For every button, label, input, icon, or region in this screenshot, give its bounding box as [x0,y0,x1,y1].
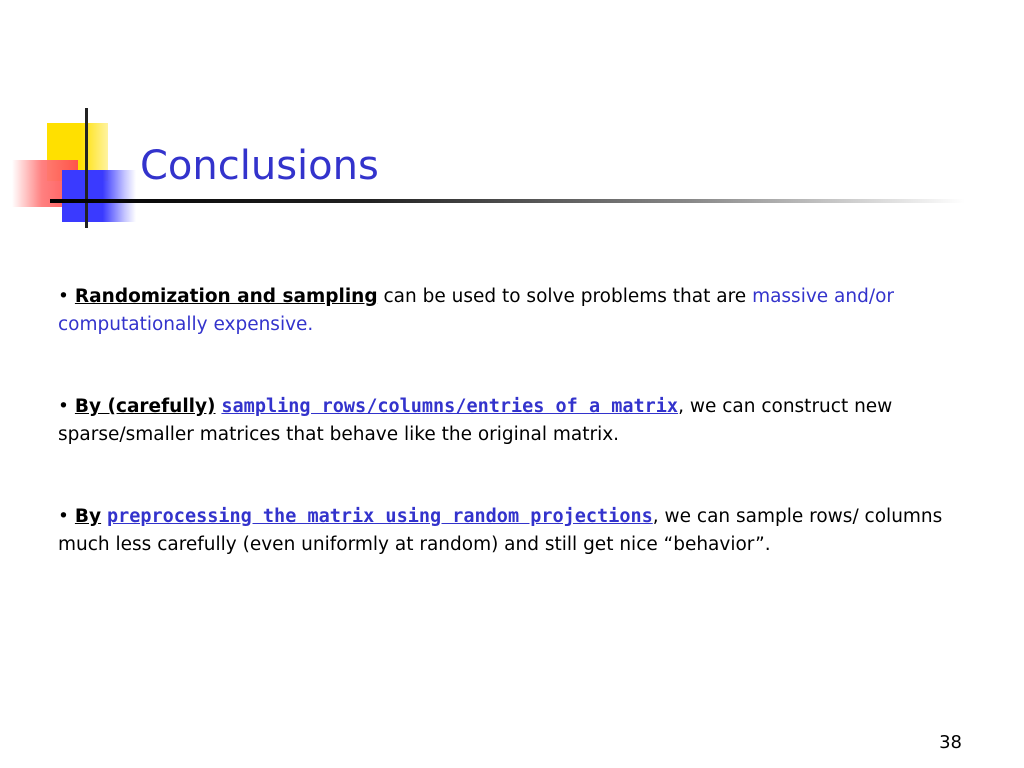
page-number: 38 [939,732,962,753]
bullet-highlight-text: preprocessing the matrix using random projections [106,506,653,527]
bullet-mark: • [58,506,69,527]
slide-title: Conclusions [140,143,379,189]
bullet-body-text: , we can construct new sparse/smaller matrices that behave like the original matrix. [58,396,893,445]
bullet-highlight-text: sampling rows/columns/entries of a matrix [221,396,679,417]
bullet-body-text: , we can sample rows/ columns much less carefully (even uniformly at random) and still get nice “behavior”. [58,506,943,555]
bullet-lead-text: By (carefully) [74,396,216,417]
bullet-lead-text: Randomization and sampling [74,286,378,307]
bullet-randomization [58,283,978,339]
vertical-line-decoration [85,108,88,228]
bullet-mark: • [58,396,69,417]
blue-square-decoration [62,170,136,222]
bullet-lead-text: By [74,506,102,527]
title-underline-rule [50,199,965,203]
bullet-sampling [58,393,978,449]
bullet-body-text: can be used to solve problems that are [377,286,753,307]
bullet-mark: • [58,286,69,307]
bullet-projections [58,503,978,559]
bullet-list [58,283,978,613]
bullet-highlight-text: massive and/or computationally expensive. [58,286,895,335]
